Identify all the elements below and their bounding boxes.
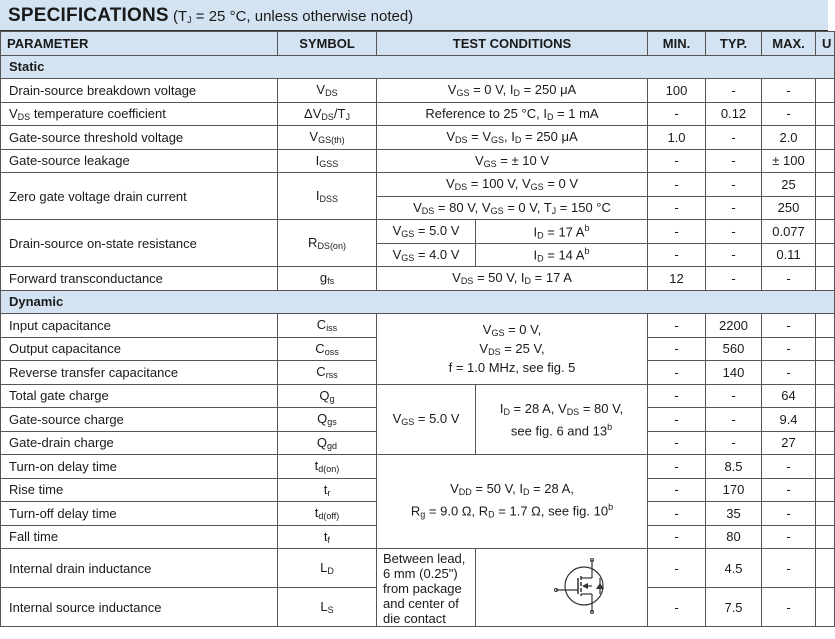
table-row: Gate-drain charge $Q_{gd}$ - - 27 (1, 431, 835, 455)
spec-header-bar (0, 0, 828, 31)
col-unit: U (816, 32, 835, 56)
column-header-row (1, 32, 835, 56)
spec-table (0, 31, 835, 627)
table-row: Gate-source charge $Q_{gs}$ - - 9.4 (1, 408, 835, 432)
col-symbol: SYMBOL (278, 32, 377, 56)
col-parameter: PARAMETER (1, 32, 278, 56)
table-row: Internal source inductance $L_S$ - 7.5 - (1, 588, 835, 627)
table-row: Zero gate voltage drain current $I_{DSS}$ $V_{DS} = 100$ V, $V_{GS} = 0$ V - - 25 (1, 173, 835, 197)
table-row: Reverse transfer capacitance $C_{rss}$ - 140 - (1, 361, 835, 385)
table-row: Drain-source on-state resistance $R_{DS(on)}$ $V_{GS} = 5.0$ V $I_D = 17$ $A^b$ - - 0.077 (1, 220, 835, 244)
table-row: Fall time $t_f$ - 80 - (1, 525, 835, 549)
section-static: Static (1, 55, 835, 79)
table-row: Turn-on delay time $t_{d(on)}$ $V_{DD} = 50$ V, $I_D = 28$ A, $R_g = 9.0$ Ω, $R_D = 1.7$ Ω, see fig. 10$^b$ - 8.5 - (1, 455, 835, 479)
table-row: Forward transconductance $g_{fs}$ $V_{DS} = 50$ V, $I_D = 17$ A 12 - - (1, 267, 835, 291)
spec-title: SPECIFICATIONS ($T_J = 25$ °C, unless otherwise noted) (8, 5, 414, 26)
table-row: Gate-source threshold voltage $V_{GS(th)}$ $V_{DS} = V_{GS}$, $I_D = 250$ μA 1.0 - 2.0 (1, 126, 835, 150)
table-row: Rise time $t_r$ - 170 - (1, 478, 835, 502)
table-row: Drain-source breakdown voltage $V_{DS}$ $V_{GS} = 0$ V, $I_D = 250$ μA 100 - - (1, 79, 835, 103)
table-row: Total gate charge $Q_g$ $V_{GS} = 5.0$ V $I_D = 28$ A, $V_{DS} = 80$ V, see fig. 6 and 13$^b$ - - 64 (1, 384, 835, 408)
table-row: Output capacitance $C_{oss}$ - 560 - (1, 337, 835, 361)
col-min: MIN. (648, 32, 706, 56)
table-row: $V_{DS}$ temperature coefficient $\Delta V_{DS}/T_J$ Reference to 25 °C, $I_D = 1$ mA - 0.12 - (1, 102, 835, 126)
table-row: $V_{DS} = 80$ V, $V_{GS} = 0$ V, $T_J = 150$ °C - - 250 (1, 196, 835, 220)
col-test-conditions: TEST CONDITIONS (377, 32, 648, 56)
mosfet-symbol-icon (552, 556, 612, 616)
table-row: $V_{GS} = 4.0$ V $I_D = 14$ $A^b$ - - 0.11 (1, 243, 835, 267)
table-row: Internal drain inductance $L_D$ Between lead, 6 mm (0.25") from package and center of die contact - 4.5 - (1, 549, 835, 588)
col-max: MAX. (762, 32, 816, 56)
table-row: Turn-off delay time $t_{d(off)}$ - 35 - (1, 502, 835, 526)
section-dynamic: Dynamic (1, 290, 835, 314)
table-row: Gate-source leakage $I_{GSS}$ $V_{GS}$ = ± 10 V - - ± 100 (1, 149, 835, 173)
table-row: Input capacitance $C_{iss}$ $V_{GS} = 0$ V, $V_{DS} = 25$ V, f = 1.0 MHz, see fig. 5 - 2200 - (1, 314, 835, 338)
col-typ: TYP. (706, 32, 762, 56)
